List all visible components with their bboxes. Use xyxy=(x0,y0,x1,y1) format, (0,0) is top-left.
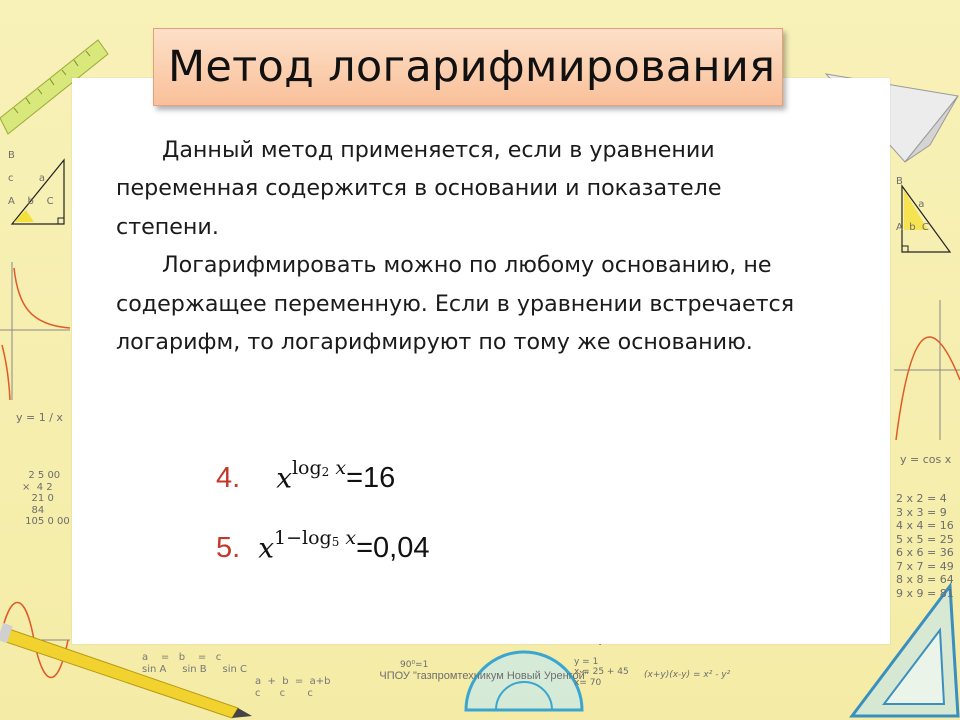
right-multiplication-table: 2 x 2 = 4 3 x 3 = 9 4 x 4 = 16 5 x 5 = 25 6 x 6 = 36 7 x 7 = 49 8 x 8 = 64 9 x 9 = 81 xyxy=(896,492,954,600)
title-box xyxy=(153,28,783,106)
right-graph-label: y = cos x xyxy=(900,453,952,466)
equation-lhs xyxy=(276,457,347,495)
slide-title: Метод логарифмирования xyxy=(168,42,776,92)
equation-rhs: =16 xyxy=(346,462,396,495)
graph-hyperbola-left xyxy=(0,262,70,400)
paragraph-log-base: Логарифмировать можно по любому основанию, не содержащее переменную. Если в уравнении встречается логарифм, то логарифмируют по тому же основанию. xyxy=(116,252,795,356)
equation-number: 5. xyxy=(216,532,241,565)
bottom-identity: (x+y)(x-y) = x² - y² xyxy=(644,670,731,680)
equation-5 xyxy=(216,527,430,565)
equation-base: x xyxy=(258,531,274,565)
equation-number: 4. xyxy=(216,462,241,495)
bottom-equation-system: y = 1 x = 25 + 45 x= 70 xyxy=(574,657,629,688)
left-graph-label: y = 1 / x xyxy=(16,411,63,424)
footer-institution: ЧПОУ "газпромтехникум Новый Уренгой" xyxy=(379,670,589,682)
left-sine-ratio: a = b = c sin A sin B sin C xyxy=(142,652,247,675)
right-triangle-labels: B a A b C xyxy=(896,176,929,233)
paragraph-method-condition: Данный метод применяется, если в уравнении переменная содержится в основании и показателе степени. xyxy=(116,137,722,240)
left-triangle-labels: B c a A b C xyxy=(8,150,54,207)
equation-4 xyxy=(216,457,396,495)
equation-exponent: 1−log5 x xyxy=(273,527,357,549)
left-fraction-sum: a + b = a+b c c c xyxy=(255,676,331,699)
left-multiplication: 2 5 00 × 4 2 21 0 84 105 0 00 xyxy=(22,470,70,527)
bottom-small-formula: 90⁰=1 xyxy=(400,660,429,670)
equation-rhs: =0,04 xyxy=(356,532,430,565)
equation-base: x xyxy=(276,461,292,495)
body-text xyxy=(116,131,826,361)
graph-cosine-right xyxy=(894,300,960,440)
equation-exponent: log2 x xyxy=(291,457,347,479)
equation-lhs xyxy=(258,527,357,565)
